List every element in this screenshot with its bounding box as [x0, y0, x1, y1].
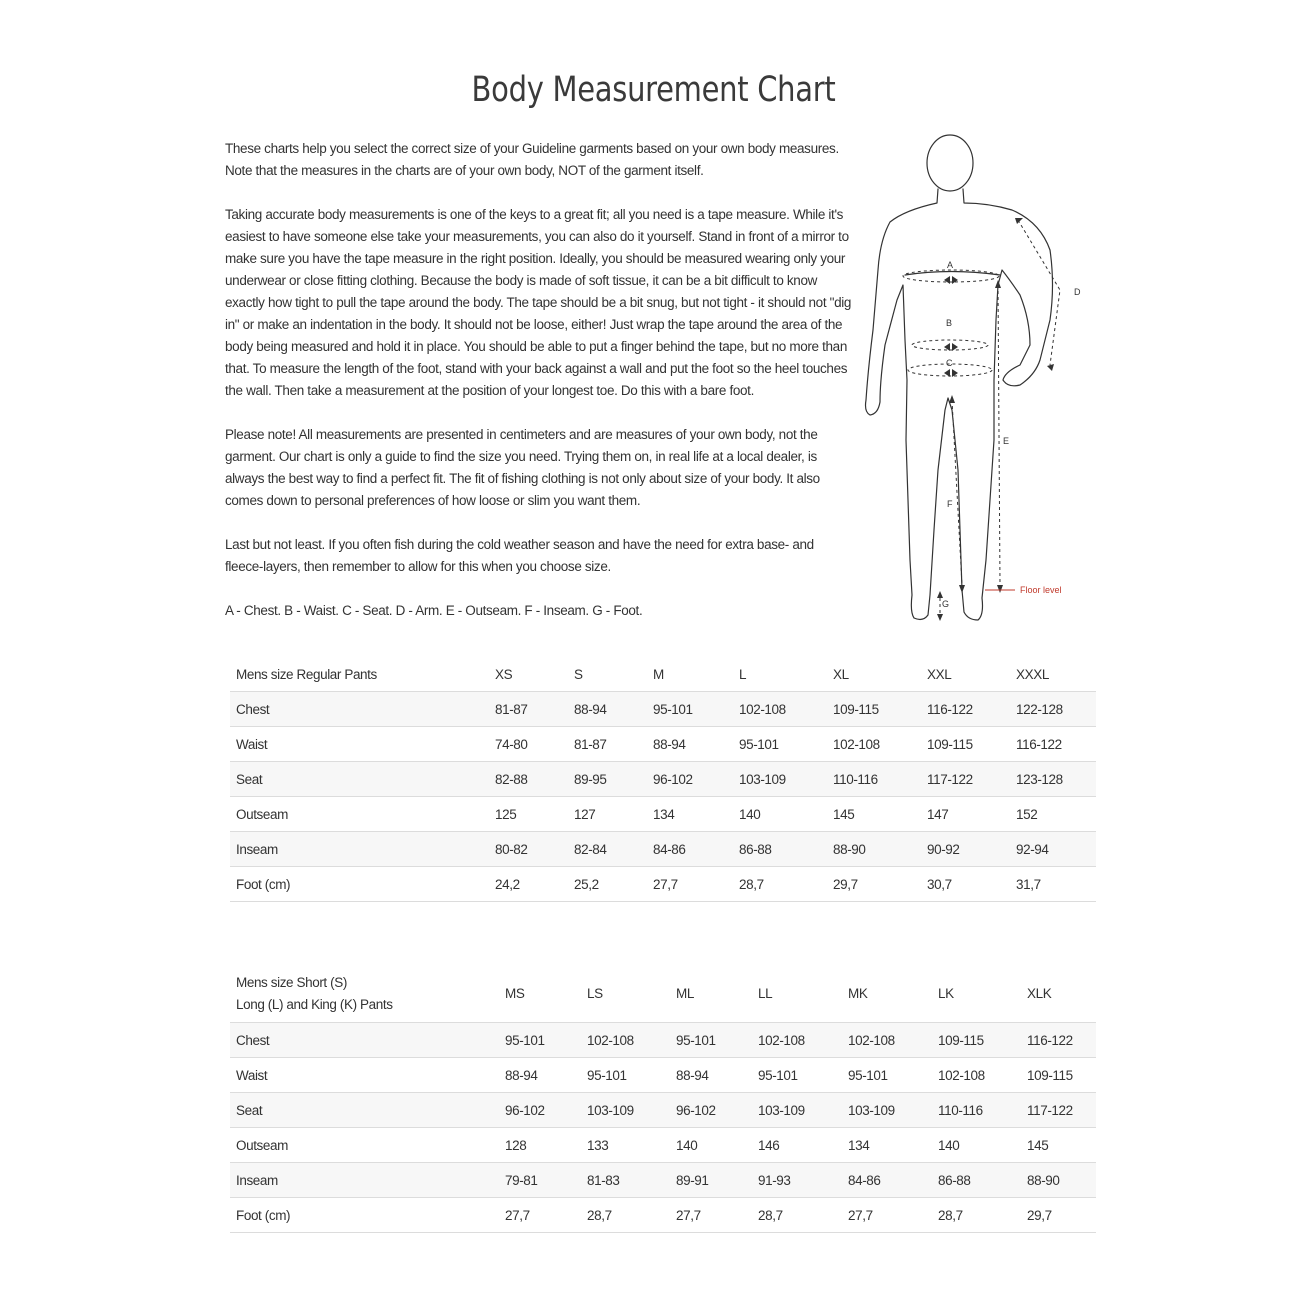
size-header: LK — [932, 966, 1021, 1023]
table2-title-line-1: Mens size Short (S) — [236, 975, 347, 990]
table-cell: 116-122 — [1021, 1023, 1096, 1058]
table-row — [230, 1093, 1096, 1128]
table-cell: 123-128 — [1010, 762, 1096, 797]
table-cell: 74-80 — [489, 727, 568, 762]
body-figure-illustration — [855, 130, 1081, 630]
size-header: LS — [581, 966, 670, 1023]
table-cell: 103-109 — [733, 762, 827, 797]
size-header: L — [733, 657, 827, 692]
table-row — [230, 1058, 1096, 1093]
table-cell: 103-109 — [842, 1093, 932, 1128]
size-header: MS — [499, 966, 581, 1023]
table-cell: 88-90 — [1021, 1163, 1096, 1198]
table-cell: 103-109 — [581, 1093, 670, 1128]
short-long-king-pants-size-table — [230, 966, 1096, 1233]
arm-arrow-bottom — [1047, 364, 1054, 371]
table-cell: 102-108 — [932, 1058, 1021, 1093]
table-cell: 110-116 — [932, 1093, 1021, 1128]
table-cell: 86-88 — [733, 832, 827, 867]
row-label: Outseam — [230, 797, 489, 832]
table-cell: 88-94 — [647, 727, 733, 762]
table-cell: 125 — [489, 797, 568, 832]
table-header-row — [230, 657, 1096, 692]
table-cell: 89-91 — [670, 1163, 752, 1198]
figure-head — [927, 135, 973, 191]
inseam-arrow-bottom — [959, 585, 965, 593]
outseam-arrow-top — [995, 280, 1001, 288]
table-cell: 102-108 — [842, 1023, 932, 1058]
arm-arrow-top — [1015, 218, 1023, 224]
row-label: Foot (cm) — [230, 867, 489, 902]
table2-title-line-2: Long (L) and King (K) Pants — [236, 997, 393, 1012]
label-a: A — [947, 260, 954, 270]
table-cell: 95-101 — [752, 1058, 842, 1093]
table-cell: 28,7 — [581, 1198, 670, 1233]
table-cell: 86-88 — [932, 1163, 1021, 1198]
table-cell: 27,7 — [647, 867, 733, 902]
floor-level-label: Floor level — [1020, 585, 1062, 595]
size-header: XL — [827, 657, 921, 692]
label-b: B — [946, 318, 953, 328]
size-header: M — [647, 657, 733, 692]
table-row — [230, 727, 1096, 762]
size-header: S — [568, 657, 647, 692]
table-cell: 146 — [752, 1128, 842, 1163]
table-cell: 152 — [1010, 797, 1096, 832]
outseam-arrow-bottom — [997, 585, 1003, 593]
table-row — [230, 1163, 1096, 1198]
size-header: MK — [842, 966, 932, 1023]
table-cell: 88-94 — [568, 692, 647, 727]
foot-arrow-bottom — [937, 614, 943, 621]
table-cell: 81-87 — [489, 692, 568, 727]
table-cell: 145 — [827, 797, 921, 832]
table-cell: 117-122 — [921, 762, 1010, 797]
label-f: F — [947, 499, 953, 509]
intro-paragraph-1: These charts help you select the correct size of your Guideline garments based on your own body measures. Note that the measures in the charts are of your own body, NOT of the garment itself. — [225, 141, 839, 178]
row-label: Seat — [230, 762, 489, 797]
size-header: XLK — [1021, 966, 1096, 1023]
table-row — [230, 762, 1096, 797]
table-header-row — [230, 966, 1096, 1023]
table-cell: 109-115 — [1021, 1058, 1096, 1093]
table-cell: 30,7 — [921, 867, 1010, 902]
table-cell: 28,7 — [932, 1198, 1021, 1233]
table-cell: 27,7 — [670, 1198, 752, 1233]
measurement-legend: A - Chest. B - Waist. C - Seat. D - Arm. E - Outseam. F - Inseam. G - Foot. — [225, 603, 643, 618]
table-row — [230, 832, 1096, 867]
table-cell: 81-83 — [581, 1163, 670, 1198]
table-row — [230, 1128, 1096, 1163]
intro-text — [225, 138, 853, 644]
size-header: LL — [752, 966, 842, 1023]
table-cell: 140 — [733, 797, 827, 832]
intro-paragraph-3: Please note! All measurements are presented in centimeters and are measures of your own body, not the garment. Our chart is only a guide to find the size you need. Trying them on, in real life at a local dealer, is always the best way to find a perfect fit. The fit of fishing clothing is not only about size of your body. It also comes down to personal preferences of how loose or slim you want them. — [225, 427, 820, 508]
regular-pants-size-table — [230, 657, 1096, 902]
table-cell: 24,2 — [489, 867, 568, 902]
table-cell: 133 — [581, 1128, 670, 1163]
table-cell: 88-90 — [827, 832, 921, 867]
table-cell: 95-101 — [581, 1058, 670, 1093]
table-cell: 95-101 — [733, 727, 827, 762]
table1-title: Mens size Regular Pants — [230, 657, 489, 692]
table-row — [230, 1198, 1096, 1233]
table-cell: 128 — [499, 1128, 581, 1163]
label-c: C — [946, 358, 953, 368]
table-cell: 102-108 — [733, 692, 827, 727]
table-cell: 29,7 — [827, 867, 921, 902]
table-cell: 140 — [932, 1128, 1021, 1163]
table-cell: 140 — [670, 1128, 752, 1163]
table-cell: 27,7 — [842, 1198, 932, 1233]
size-header: XS — [489, 657, 568, 692]
table-cell: 25,2 — [568, 867, 647, 902]
outseam-measure-line — [998, 285, 1000, 585]
table-cell: 127 — [568, 797, 647, 832]
table2-title — [230, 966, 499, 1023]
table-cell: 117-122 — [1021, 1093, 1096, 1128]
table-row — [230, 1023, 1096, 1058]
table-cell: 79-81 — [499, 1163, 581, 1198]
table-cell: 134 — [842, 1128, 932, 1163]
row-label: Waist — [230, 1058, 499, 1093]
table-cell: 109-115 — [932, 1023, 1021, 1058]
size-header: ML — [670, 966, 752, 1023]
table-cell: 81-87 — [568, 727, 647, 762]
row-label: Inseam — [230, 1163, 499, 1198]
chest-tape-marker — [944, 276, 958, 284]
size-header: XXL — [921, 657, 1010, 692]
label-d: D — [1074, 287, 1081, 297]
table-cell: 95-101 — [842, 1058, 932, 1093]
foot-arrow-top — [937, 591, 943, 598]
table-cell: 116-122 — [1010, 727, 1096, 762]
table-cell: 147 — [921, 797, 1010, 832]
table-cell: 95-101 — [499, 1023, 581, 1058]
table-cell: 92-94 — [1010, 832, 1096, 867]
row-label: Seat — [230, 1093, 499, 1128]
table-cell: 109-115 — [827, 692, 921, 727]
size-header: XXXL — [1010, 657, 1096, 692]
table-cell: 116-122 — [921, 692, 1010, 727]
table-cell: 96-102 — [499, 1093, 581, 1128]
body-measurement-figure — [855, 130, 1081, 630]
table-cell: 90-92 — [921, 832, 1010, 867]
row-label: Chest — [230, 692, 489, 727]
table-cell: 82-84 — [568, 832, 647, 867]
table-cell: 84-86 — [647, 832, 733, 867]
table-cell: 95-101 — [670, 1023, 752, 1058]
arm-measure-line — [1018, 220, 1060, 365]
table-cell: 110-116 — [827, 762, 921, 797]
table-row — [230, 867, 1096, 902]
label-g: G — [942, 599, 950, 609]
table-cell: 102-108 — [581, 1023, 670, 1058]
intro-paragraph-2: Taking accurate body measurements is one of the keys to a great fit; all you need is a tape measure. While it's easiest to have someone else take your measurements, you can also do it yourself. Stand in front of a mirror to make sure you have the tape measure in the right position. Ideally, you should be measured wearing only your underwear or close fitting clothing. Because the body is made of soft tissue, it can be a bit difficult to know exactly how tight to pull the tape around the body. The tape should be a bit snug, but not tight - it should not "dig in" or make an indentation in the body. It should not be loose, either! Just wrap the tape around the area of the body being measured and hold it in place. You should be able to put a finger behind the tape, but no more than that. To measure the length of the foot, stand with your back against a wall and put the foot so the heel touches the wall. Then take a measurement at the position of your longest toe. Do this with a bare foot. — [225, 207, 852, 398]
table-cell: 102-108 — [827, 727, 921, 762]
table-row — [230, 692, 1096, 727]
table-row — [230, 797, 1096, 832]
table-cell: 95-101 — [647, 692, 733, 727]
table-cell: 109-115 — [921, 727, 1010, 762]
table-cell: 89-95 — [568, 762, 647, 797]
row-label: Waist — [230, 727, 489, 762]
table-cell: 27,7 — [499, 1198, 581, 1233]
table-cell: 29,7 — [1021, 1198, 1096, 1233]
table-cell: 28,7 — [752, 1198, 842, 1233]
table-cell: 31,7 — [1010, 867, 1096, 902]
table-cell: 84-86 — [842, 1163, 932, 1198]
row-label: Chest — [230, 1023, 499, 1058]
inseam-arrow-top — [949, 395, 955, 403]
intro-paragraph-4: Last but not least. If you often fish during the cold weather season and have the need for extra base- and fleece-layers, then remember to allow for this when you choose size. — [225, 537, 814, 574]
table-cell: 88-94 — [499, 1058, 581, 1093]
table-cell: 134 — [647, 797, 733, 832]
table-cell: 103-109 — [752, 1093, 842, 1128]
table-cell: 145 — [1021, 1128, 1096, 1163]
row-label: Outseam — [230, 1128, 499, 1163]
table-cell: 91-93 — [752, 1163, 842, 1198]
page-title: Body Measurement Chart — [471, 70, 836, 110]
table-cell: 28,7 — [733, 867, 827, 902]
table-cell: 82-88 — [489, 762, 568, 797]
table-cell: 122-128 — [1010, 692, 1096, 727]
table-cell: 102-108 — [752, 1023, 842, 1058]
row-label: Inseam — [230, 832, 489, 867]
table-cell: 96-102 — [670, 1093, 752, 1128]
row-label: Foot (cm) — [230, 1198, 499, 1233]
figure-body-outline — [866, 189, 1053, 620]
table-cell: 96-102 — [647, 762, 733, 797]
table-cell: 88-94 — [670, 1058, 752, 1093]
label-e: E — [1003, 436, 1010, 446]
table-cell: 80-82 — [489, 832, 568, 867]
